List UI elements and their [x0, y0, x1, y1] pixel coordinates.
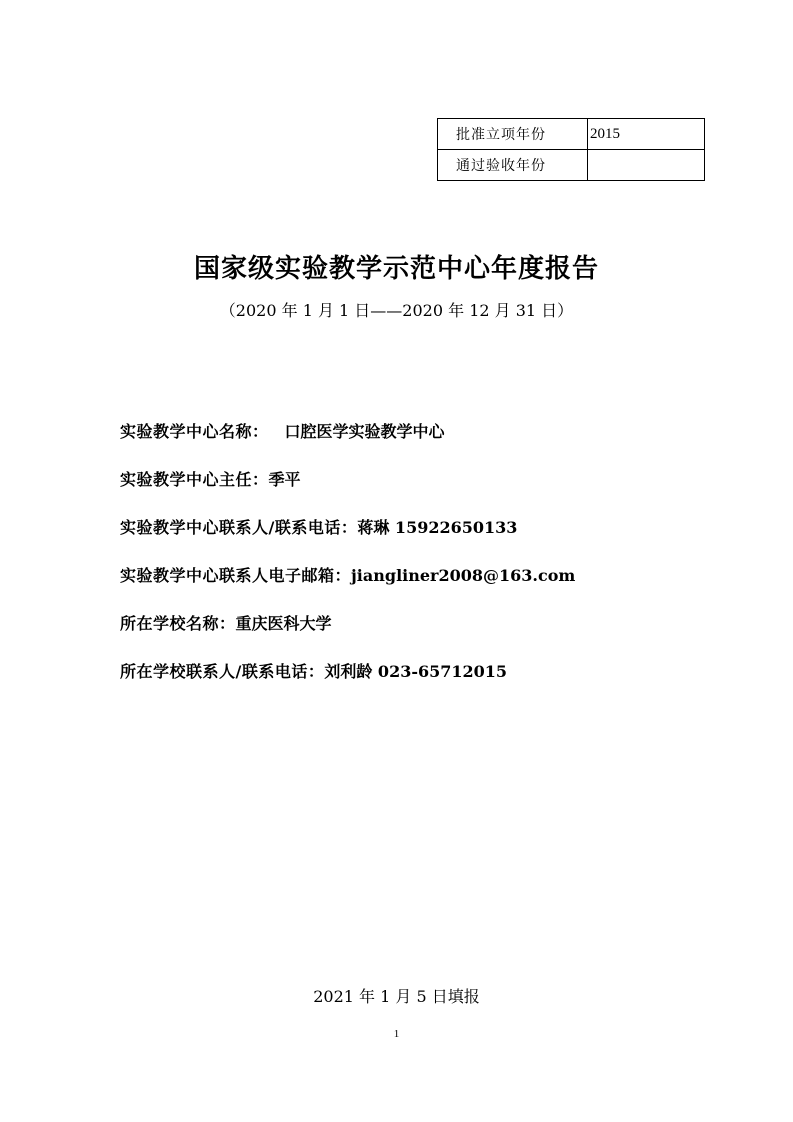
report-period: （2020 年 1 月 1 日——2020 年 12 月 31 日） [219, 301, 574, 320]
center-name-value: 口腔医学实验教学中心 [284, 422, 445, 441]
center-name-label: 实验教学中心名称： [120, 422, 269, 441]
approval-year-label: 批准立项年份 [438, 119, 588, 150]
contact-label: 实验教学中心联系人/联系电话： [120, 518, 358, 537]
director-label: 实验教学中心主任： [120, 470, 269, 489]
email-line [120, 564, 575, 612]
center-info [120, 420, 575, 708]
email-value: jiangliner2008@163.com [351, 566, 576, 585]
center-name-line [120, 420, 575, 468]
page-number: 1 [393, 1028, 400, 1040]
approval-year-table [437, 118, 705, 181]
school-value: 重庆医科大学 [235, 614, 332, 633]
director-value: 季平 [268, 470, 301, 489]
acceptance-year-value [588, 150, 705, 181]
school-contact-line [120, 660, 575, 708]
contact-value: 蒋琳 15922650133 [357, 518, 518, 537]
report-title: 国家级实验教学示范中心年度报告 [193, 254, 599, 284]
filled-date: 2021 年 1 月 5 日填报 [313, 987, 480, 1006]
table-row [438, 119, 705, 150]
director-line [120, 468, 575, 516]
acceptance-year-label: 通过验收年份 [438, 150, 588, 181]
email-label: 实验教学中心联系人电子邮箱： [120, 566, 352, 585]
table-row [438, 150, 705, 181]
school-contact-label: 所在学校联系人/联系电话： [120, 662, 325, 681]
approval-year-value: 2015 [588, 119, 705, 150]
school-label: 所在学校名称： [120, 614, 236, 633]
contact-line [120, 516, 575, 564]
school-contact-value: 刘利龄 023-65712015 [324, 662, 508, 681]
school-line [120, 612, 575, 660]
